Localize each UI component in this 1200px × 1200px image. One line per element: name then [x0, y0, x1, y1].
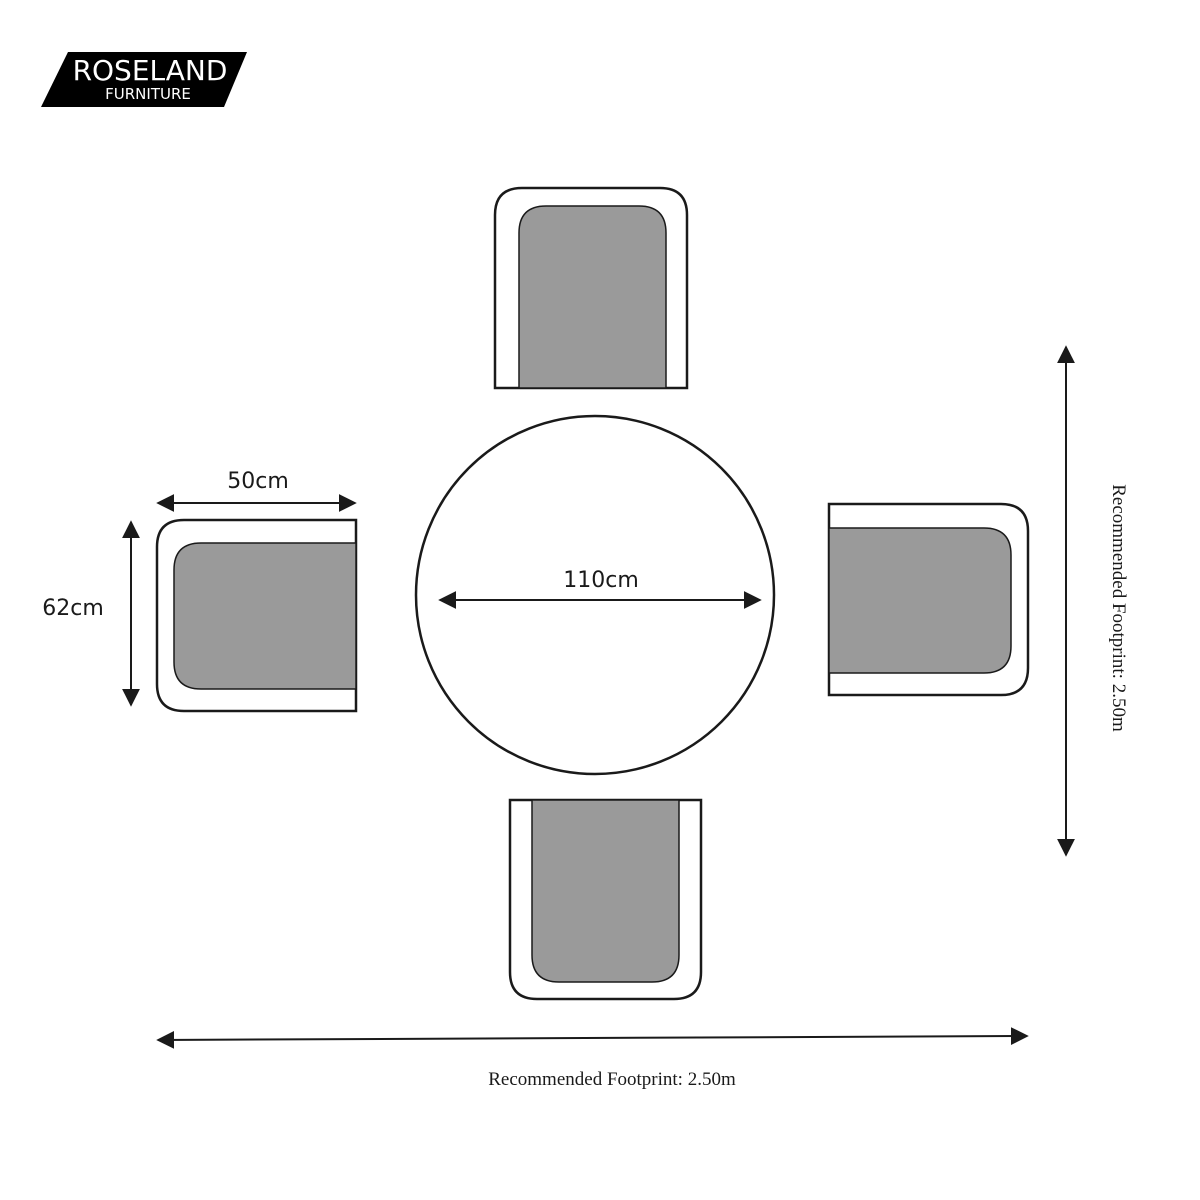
footprint-horizontal-label: Recommended Footprint: 2.50m [488, 1069, 736, 1090]
footprint-vertical-label: Recommended Footprint: 2.50m [1108, 484, 1129, 732]
roseland-logo [41, 52, 247, 107]
chair-top-cushion [519, 206, 666, 388]
chair-left-cushion [174, 543, 356, 689]
logo-sub-text: FURNITURE [105, 85, 191, 103]
chair-width-label: 50cm [227, 469, 289, 494]
logo-brand-text: ROSELAND [72, 54, 228, 87]
chair-left [157, 520, 356, 711]
table-diameter-label: 110cm [563, 568, 639, 593]
chair-right-cushion [829, 528, 1011, 673]
chair-right [829, 504, 1028, 695]
chair-bottom [510, 800, 701, 999]
chair-bottom-cushion [532, 800, 679, 982]
chair-depth-label: 62cm [42, 596, 104, 621]
footprint-horizontal-arrow [158, 1036, 1027, 1040]
chair-top [495, 188, 687, 388]
round-table [416, 416, 774, 774]
